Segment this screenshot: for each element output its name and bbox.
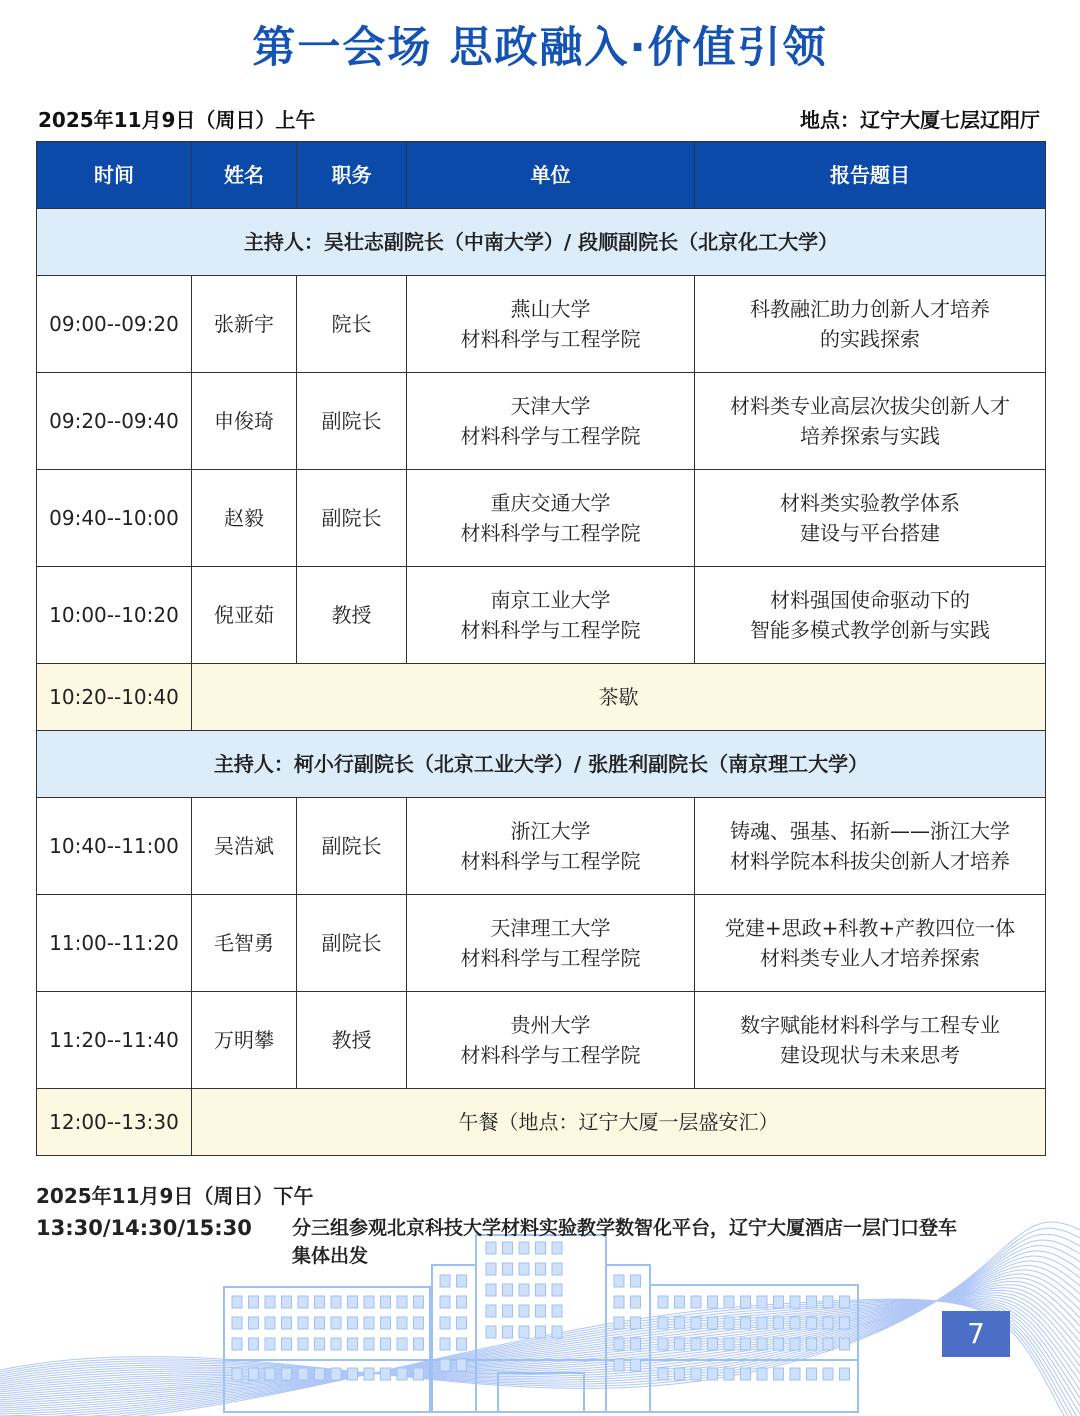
window-shape — [457, 1317, 467, 1329]
window-shape — [232, 1368, 242, 1380]
window-shape — [614, 1338, 624, 1350]
window-shape — [658, 1368, 668, 1380]
window-shape — [675, 1338, 685, 1350]
window-shape — [631, 1296, 641, 1308]
table-row — [37, 470, 1046, 567]
window-shape — [298, 1317, 308, 1329]
header-position: 职务 — [297, 142, 407, 209]
window-shape — [331, 1296, 341, 1308]
window-shape — [790, 1296, 800, 1308]
window-shape — [381, 1317, 391, 1329]
table-row — [37, 798, 1046, 895]
window-shape — [348, 1296, 358, 1308]
topic-cell-line: 材料强国使命驱动下的 — [770, 588, 970, 612]
window-shape — [790, 1338, 800, 1350]
window-shape — [397, 1317, 407, 1329]
window-shape — [658, 1317, 668, 1329]
window-shape — [757, 1368, 767, 1380]
window-shape — [691, 1338, 701, 1350]
window-shape — [503, 1284, 513, 1296]
window-shape — [631, 1317, 641, 1329]
window-shape — [708, 1368, 718, 1380]
window-shape — [774, 1296, 784, 1308]
name-cell: 倪亚茹 — [192, 567, 297, 664]
window-shape — [331, 1368, 341, 1380]
window-shape — [614, 1317, 624, 1329]
name-cell: 张新宇 — [192, 276, 297, 373]
window-shape — [265, 1338, 275, 1350]
unit-cell-line: 材料科学与工程学院 — [460, 327, 641, 351]
window-shape — [519, 1305, 529, 1317]
window-shape — [708, 1296, 718, 1308]
window-shape — [298, 1368, 308, 1380]
host-row — [37, 209, 1046, 276]
topic-cell-line: 建设现状与未来思考 — [780, 1043, 960, 1067]
window-shape — [486, 1326, 496, 1338]
window-shape — [348, 1368, 358, 1380]
unit-cell-line: 南京工业大学 — [490, 588, 611, 612]
break-label: 午餐（地点：辽宁大厦一层盛安汇） — [192, 1089, 1046, 1156]
window-shape — [774, 1338, 784, 1350]
window-shape — [724, 1338, 734, 1350]
window-shape — [536, 1326, 546, 1338]
time-cell: 10:20--10:40 — [37, 664, 192, 731]
topic-cell-line: 党建+思政+科教+产教四位一体 — [724, 916, 1016, 940]
afternoon-time: 13:30/14:30/15:30 — [36, 1216, 252, 1240]
window-shape — [249, 1338, 259, 1350]
window-shape — [440, 1338, 450, 1350]
position-cell: 教授 — [297, 992, 407, 1089]
window-shape — [282, 1317, 292, 1329]
window-shape — [265, 1317, 275, 1329]
window-shape — [440, 1296, 450, 1308]
window-shape — [790, 1317, 800, 1329]
time-cell: 09:40--10:00 — [37, 470, 192, 567]
header-topic: 报告题目 — [695, 142, 1046, 209]
window-shape — [536, 1305, 546, 1317]
position-cell: 副院长 — [297, 470, 407, 567]
window-shape — [397, 1338, 407, 1350]
host-text: 主持人：柯小行副院长（北京工业大学）/ 张胜利副院长（南京理工大学） — [37, 731, 1046, 798]
morning-location: 地点：辽宁大厦七层辽阳厅 — [800, 108, 1040, 132]
window-shape — [232, 1317, 242, 1329]
window-shape — [381, 1368, 391, 1380]
page-title: 第一会场 思政融入·价值引领 — [252, 23, 828, 73]
topic-cell-line: 智能多模式教学创新与实践 — [750, 618, 990, 642]
topic-cell — [695, 276, 1046, 373]
window-shape — [364, 1368, 374, 1380]
window-shape — [414, 1338, 424, 1350]
window-shape — [536, 1284, 546, 1296]
topic-cell-line: 材料学院本科拔尖创新人才培养 — [730, 849, 1010, 873]
window-shape — [298, 1296, 308, 1308]
window-shape — [552, 1326, 562, 1338]
window-shape — [315, 1338, 325, 1350]
time-cell: 11:20--11:40 — [37, 992, 192, 1089]
window-shape — [741, 1338, 751, 1350]
window-shape — [724, 1296, 734, 1308]
position-cell: 副院长 — [297, 895, 407, 992]
window-shape — [440, 1317, 450, 1329]
unit-cell-line: 材料科学与工程学院 — [460, 424, 641, 448]
topic-cell — [695, 895, 1046, 992]
window-shape — [807, 1338, 817, 1350]
window-shape — [691, 1296, 701, 1308]
topic-cell-line: 材料类专业高层次拔尖创新人才 — [730, 394, 1010, 418]
window-shape — [708, 1317, 718, 1329]
window-shape — [691, 1317, 701, 1329]
topic-cell-line: 数字赋能材料科学与工程专业 — [740, 1013, 1000, 1037]
unit-cell-line: 材料科学与工程学院 — [460, 618, 641, 642]
window-shape — [282, 1338, 292, 1350]
window-shape — [741, 1296, 751, 1308]
window-shape — [249, 1317, 259, 1329]
window-shape — [631, 1359, 641, 1371]
unit-cell-line: 材料科学与工程学院 — [460, 849, 641, 873]
window-shape — [457, 1275, 467, 1287]
window-shape — [397, 1296, 407, 1308]
window-shape — [631, 1338, 641, 1350]
window-shape — [807, 1368, 817, 1380]
window-shape — [298, 1338, 308, 1350]
window-shape — [691, 1368, 701, 1380]
window-shape — [519, 1326, 529, 1338]
window-shape — [414, 1317, 424, 1329]
header-name: 姓名 — [192, 142, 297, 209]
host-text: 主持人：吴壮志副院长（中南大学）/ 段顺副院长（北京化工大学） — [37, 209, 1046, 276]
break-label: 茶歇 — [192, 664, 1046, 731]
window-shape — [741, 1368, 751, 1380]
header-unit: 单位 — [407, 142, 695, 209]
morning-date: 2025年11月9日（周日）上午 — [38, 108, 316, 132]
table-row — [37, 373, 1046, 470]
window-shape — [440, 1359, 450, 1371]
window-shape — [552, 1284, 562, 1296]
window-shape — [840, 1317, 850, 1329]
name-cell: 万明攀 — [192, 992, 297, 1089]
window-shape — [331, 1338, 341, 1350]
window-shape — [840, 1296, 850, 1308]
window-shape — [364, 1338, 374, 1350]
page-number: 7 — [942, 1311, 1010, 1357]
topic-cell-line: 材料类专业人才培养探索 — [760, 946, 980, 970]
table-row — [37, 895, 1046, 992]
topic-cell-line: 铸魂、强基、拓新——浙江大学 — [730, 819, 1010, 843]
afternoon-description: 分三组参观北京科技大学材料实验教学数智化平台，辽宁大厦酒店一层门口登车集体出发 — [292, 1217, 958, 1267]
window-shape — [503, 1305, 513, 1317]
window-shape — [807, 1317, 817, 1329]
window-shape — [790, 1368, 800, 1380]
time-cell: 11:00--11:20 — [37, 895, 192, 992]
time-cell: 12:00--13:30 — [37, 1089, 192, 1156]
unit-cell-line: 重庆交通大学 — [490, 491, 611, 515]
unit-cell-line: 燕山大学 — [510, 297, 591, 321]
schedule-table — [36, 141, 1046, 1156]
window-shape — [807, 1296, 817, 1308]
topic-cell-line: 的实践探索 — [820, 327, 920, 351]
topic-cell-line: 建设与平台搭建 — [800, 521, 940, 545]
break-row — [37, 664, 1046, 731]
window-shape — [823, 1317, 833, 1329]
host-row — [37, 731, 1046, 798]
window-shape — [315, 1368, 325, 1380]
window-shape — [757, 1338, 767, 1350]
window-shape — [381, 1296, 391, 1308]
window-shape — [774, 1317, 784, 1329]
window-shape — [486, 1305, 496, 1317]
position-cell: 副院长 — [297, 373, 407, 470]
topic-cell-line: 培养探索与实践 — [800, 424, 940, 448]
position-cell: 教授 — [297, 567, 407, 664]
window-shape — [457, 1338, 467, 1350]
table-row — [37, 992, 1046, 1089]
window-shape — [249, 1296, 259, 1308]
window-shape — [675, 1296, 685, 1308]
window-shape — [232, 1338, 242, 1350]
time-cell: 09:20--09:40 — [37, 373, 192, 470]
unit-cell — [407, 992, 695, 1089]
header-time: 时间 — [37, 142, 192, 209]
window-shape — [282, 1368, 292, 1380]
window-shape — [614, 1296, 624, 1308]
window-shape — [741, 1317, 751, 1329]
name-cell: 赵毅 — [192, 470, 297, 567]
time-cell: 10:00--10:20 — [37, 567, 192, 664]
topic-cell — [695, 567, 1046, 664]
unit-cell-line: 材料科学与工程学院 — [460, 946, 641, 970]
topic-cell-line: 科教融汇助力创新人才培养 — [750, 297, 990, 321]
window-shape — [381, 1338, 391, 1350]
unit-cell-line: 材料科学与工程学院 — [460, 521, 641, 545]
topic-cell — [695, 798, 1046, 895]
unit-cell-line: 浙江大学 — [510, 819, 591, 843]
name-cell: 申俊琦 — [192, 373, 297, 470]
window-shape — [724, 1368, 734, 1380]
window-shape — [631, 1275, 641, 1287]
window-shape — [364, 1296, 374, 1308]
unit-cell-line: 天津理工大学 — [490, 916, 611, 940]
table-row — [37, 276, 1046, 373]
name-cell: 吴浩斌 — [192, 798, 297, 895]
break-row — [37, 1089, 1046, 1156]
window-shape — [315, 1296, 325, 1308]
window-shape — [614, 1275, 624, 1287]
window-shape — [348, 1317, 358, 1329]
window-shape — [486, 1284, 496, 1296]
window-shape — [414, 1368, 424, 1380]
window-shape — [282, 1296, 292, 1308]
window-shape — [331, 1317, 341, 1329]
window-shape — [315, 1317, 325, 1329]
window-shape — [364, 1317, 374, 1329]
window-shape — [757, 1317, 767, 1329]
afternoon-date: 2025年11月9日（周日）下午 — [36, 1184, 314, 1208]
window-shape — [823, 1296, 833, 1308]
topic-cell-line: 材料类实验教学体系 — [780, 491, 960, 515]
unit-cell-line: 材料科学与工程学院 — [460, 1043, 641, 1067]
window-shape — [457, 1296, 467, 1308]
window-shape — [503, 1326, 513, 1338]
topic-cell — [695, 470, 1046, 567]
unit-cell-line: 天津大学 — [510, 394, 591, 418]
topic-cell — [695, 373, 1046, 470]
window-shape — [675, 1317, 685, 1329]
time-cell: 10:40--11:00 — [37, 798, 192, 895]
name-cell: 毛智勇 — [192, 895, 297, 992]
window-shape — [397, 1368, 407, 1380]
window-shape — [823, 1368, 833, 1380]
unit-cell — [407, 276, 695, 373]
window-shape — [658, 1296, 668, 1308]
window-shape — [757, 1296, 767, 1308]
position-cell: 副院长 — [297, 798, 407, 895]
window-shape — [249, 1368, 259, 1380]
unit-cell-line: 贵州大学 — [510, 1013, 591, 1037]
unit-cell — [407, 798, 695, 895]
window-shape — [552, 1305, 562, 1317]
window-shape — [519, 1284, 529, 1296]
window-shape — [675, 1368, 685, 1380]
window-shape — [414, 1296, 424, 1308]
time-cell: 09:00--09:20 — [37, 276, 192, 373]
unit-cell — [407, 373, 695, 470]
window-shape — [457, 1359, 467, 1371]
unit-cell — [407, 567, 695, 664]
position-cell: 院长 — [297, 276, 407, 373]
window-shape — [265, 1368, 275, 1380]
unit-cell — [407, 470, 695, 567]
table-row — [37, 567, 1046, 664]
window-shape — [348, 1338, 358, 1350]
window-shape — [232, 1296, 242, 1308]
window-shape — [440, 1275, 450, 1287]
table-header-row — [37, 142, 1046, 209]
window-shape — [823, 1338, 833, 1350]
window-shape — [265, 1296, 275, 1308]
unit-cell — [407, 895, 695, 992]
window-shape — [840, 1338, 850, 1350]
window-shape — [840, 1368, 850, 1380]
window-shape — [724, 1317, 734, 1329]
window-shape — [614, 1359, 624, 1371]
topic-cell — [695, 992, 1046, 1089]
window-shape — [658, 1338, 668, 1350]
window-shape — [774, 1368, 784, 1380]
window-shape — [708, 1338, 718, 1350]
